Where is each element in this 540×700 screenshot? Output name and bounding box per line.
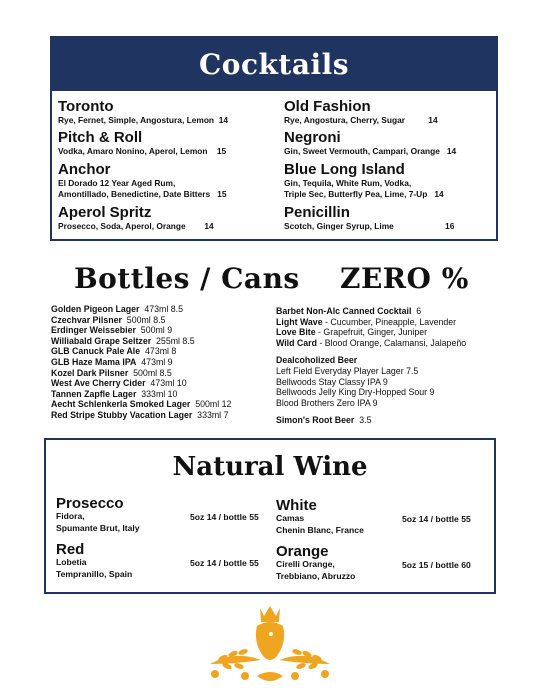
zero-name: Wild Card [276,337,317,348]
bottle-detail: 255ml 8.5 [156,335,195,346]
zero-detail: - Cucumber, Pineapple, Lavender [322,316,457,327]
cocktail-ingredients: Gin, Tequila, White Rum, Vodka, [284,178,412,188]
wine-price: 5oz 14 / bottle 55 [190,558,259,568]
cocktail-name: Old Fashion [284,98,371,115]
zero-list [276,306,506,426]
zero-detail: - Grapefruit, Ginger, Juniper [315,327,428,338]
wine-item [276,544,486,582]
bottle-item [51,410,276,421]
bottles-title: Bottles / Cans [74,262,300,295]
wine-name: Prosecco [56,495,124,512]
zero-item [276,317,506,328]
bottle-name: Red Stripe Stubby Vacation Lager [51,409,193,420]
cocktail-name: Negroni [284,129,341,146]
cocktail-item [58,130,226,157]
cocktail-ingredients: Gin, Sweet Vermouth, Campari, Orange [284,146,440,156]
cocktail-name: Blue Long Island [284,161,405,178]
cocktail-price: 15 [216,146,227,156]
cocktail-ingredients: Rye, Angostura, Cherry, Sugar [284,115,405,125]
zero-detail: 3.5 [359,415,372,426]
wine-name: Orange [276,543,329,560]
wine-price: 5oz 15 / bottle 60 [402,560,471,570]
crowned-bird-wheat-logo-icon [205,602,335,692]
bottle-name: Tannen Zapfle Lager [51,388,137,399]
zero-detail: - Blood Orange, Calamansi, Jalapeño [316,337,467,348]
bottle-detail: 500ml 9 [140,325,173,336]
bottle-item [51,304,276,315]
cocktail-description [58,146,226,157]
zero-detail: 6 [416,306,422,316]
bottle-item [51,346,276,357]
bottle-item [51,315,276,326]
bottle-item [51,399,276,410]
bottle-detail: 333ml 7 [197,409,229,420]
cocktail-price: 15 [217,189,227,199]
cocktail-description [284,221,454,232]
cocktail-description [284,189,444,200]
cocktail-item [284,205,454,232]
cocktail-ingredients: Prosecco, Soda, Aperol, Orange [58,221,186,231]
wine-producer: Lobetia [56,557,87,567]
cocktail-item [284,130,456,157]
cocktails-header [52,38,496,91]
bottle-name: Kozel Dark Pilsner [51,367,129,378]
bottle-detail: 500ml 8.5 [133,367,172,378]
cocktail-name: Toronto [58,98,114,115]
cocktail-description [58,115,228,126]
cocktail-ingredients: Amontillado, Benedictine, Date Bitters [58,189,211,199]
wine-item [276,498,486,536]
zero-title: ZERO % [340,262,469,295]
zero-item [276,306,506,317]
cocktail-item [58,162,226,200]
cocktail-price: 14 [204,221,214,231]
cocktail-item [284,99,438,126]
wine-section [44,438,496,594]
cocktail-name: Aperol Spritz [58,204,152,221]
bottle-item [51,368,276,379]
wine-varietal: Spumante Brut, Italy [56,522,140,533]
bottle-item [51,336,276,347]
wine-price: 5oz 14 / bottle 55 [402,514,471,524]
bottle-detail: 473ml 9 [141,356,173,367]
bottle-item [51,325,276,336]
wine-title: Natural Wine [172,452,368,482]
cocktail-description [284,146,456,157]
bottle-detail: 473ml 8.5 [144,304,183,314]
cocktail-price: 16 [445,221,455,231]
bottle-name: Williabald Grape Seltzer [51,335,152,346]
cocktail-description [58,221,214,232]
wine-price: 5oz 14 / bottle 55 [190,512,259,522]
wine-varietal: Chenin Blanc, France [276,524,364,535]
cocktail-description [284,115,438,126]
bottle-name: West Ave Cherry Cider [51,378,146,389]
wine-varietal: Tempranillo, Spain [56,568,133,579]
zero-item [276,338,506,349]
spacer [276,348,506,355]
dealc-item: Bellwoods Stay Classy IPA 9 [276,376,388,387]
cocktails-section [50,36,498,241]
cocktail-price: 14 [218,115,229,125]
cocktail-ingredients: Vodka, Amaro Nonino, Aperol, Lemon [58,146,208,156]
bottle-detail: 333ml 10 [141,388,178,399]
wine-producer: Cirelli Orange, [276,559,335,569]
cocktail-item [284,162,444,200]
cocktail-name: Pitch & Roll [58,129,143,146]
bottle-detail: 473ml 8 [145,346,177,357]
dealc-item: Blood Brothers Zero IPA 9 [276,397,378,408]
cocktails-title: Cocktails [198,48,350,81]
bottles-list [51,304,276,421]
wine-producer: Fidora, [56,511,85,521]
zero-name: Love Bite [276,327,316,338]
bottle-item [51,378,276,389]
cocktail-ingredients: Triple Sec, Butterfly Pea, Lime, 7-Up [284,189,428,199]
cocktail-item [58,205,214,232]
bottle-detail: 500ml 12 [195,399,232,410]
bottle-detail: 473ml 10 [150,378,187,389]
bottle-name: Golden Pigeon Lager [51,304,140,314]
cocktail-ingredients: El Dorado 12 Year Aged Rum, [58,178,176,188]
bottle-name: GLB Haze Mama IPA [51,356,137,367]
cocktail-item [58,99,228,126]
bottle-name: Erdinger Weissebier [51,325,136,336]
bottle-item [51,357,276,368]
bottle-name: Aecht Schlenkerla Smoked Lager [51,399,191,410]
zero-item [276,327,506,338]
cocktail-ingredients: Scotch, Ginger Syrup, Lime [284,221,394,231]
wine-name: Red [56,541,85,558]
cocktail-price: 14 [446,146,457,156]
wine-name: White [276,497,317,514]
cocktail-description [58,189,226,200]
zero-name: Light Wave [276,316,323,327]
zero-name: Simon's Root Beer [276,415,355,426]
cocktail-name: Anchor [58,161,111,178]
cocktail-name: Penicillin [284,204,350,221]
spacer [276,408,506,415]
cocktail-ingredients: Rye, Fernet, Simple, Angostura, Lemon [58,115,215,125]
wine-varietal: Trebbiano, Abruzzo [276,570,356,581]
wine-producer: Camas [276,513,305,523]
dealc-item: Bellwoods Jelly King Dry-Hopped Sour 9 [276,387,435,398]
cocktail-price: 14 [428,115,438,125]
dealc-item: Left Field Everyday Player Lager 7.5 [276,365,419,376]
wine-item [56,542,276,580]
dealc-heading: Dealcoholized Beer [276,355,358,366]
bottle-item [51,389,276,400]
zero-name: Barbet Non-Alc Canned Cocktail [276,306,412,316]
root-beer-item [276,415,506,426]
bottle-detail: 500ml 8.5 [126,314,166,325]
bottle-name: GLB Canuck Pale Ale [51,346,141,357]
bottle-name: Czechvar Pilsner [51,314,122,325]
cocktail-price: 14 [434,189,444,199]
wine-item [56,496,276,534]
